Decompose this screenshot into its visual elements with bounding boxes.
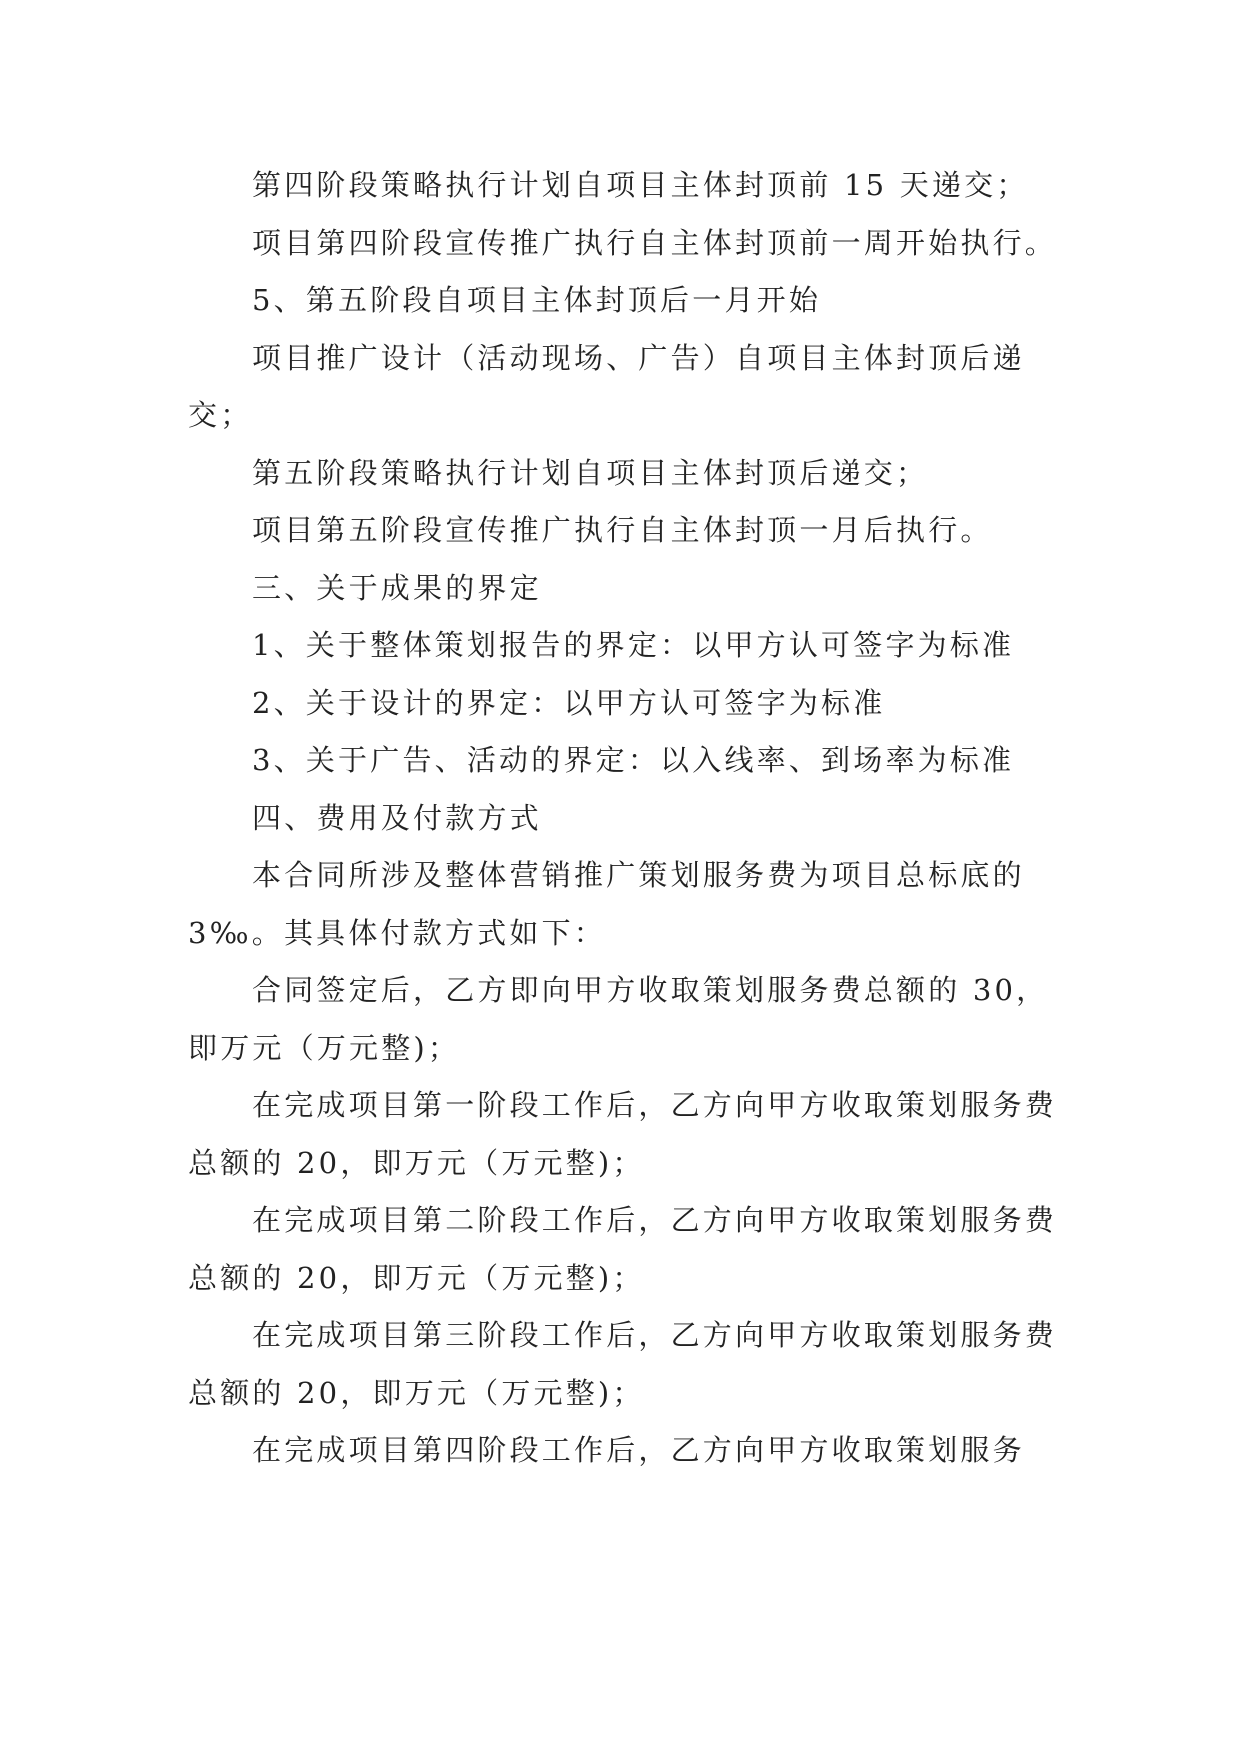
section-heading: 三、关于成果的界定 (252, 570, 542, 605)
paragraph: 第五阶段策略执行计划自项目主体封顶后递交； (252, 455, 929, 490)
document-body (188, 157, 1058, 1480)
section-heading: 四、费用及付款方式 (252, 800, 542, 835)
paragraph: 在完成项目第三阶段工作后，乙方向甲方收取策划服务费总额的 20，即万元（万元整)； (188, 1318, 1058, 1410)
paragraph: 项目推广设计（活动现场、广告）自项目主体封顶后递交； (188, 340, 1025, 432)
paragraph: 项目第五阶段宣传推广执行自主体封顶一月后执行。 (252, 513, 993, 547)
paragraph: 在完成项目第四阶段工作后，乙方向甲方收取策划服务 (252, 1433, 1025, 1467)
paragraph: 2、关于设计的界定：以甲方认可签字为标准 (252, 685, 886, 720)
paragraph: 3、关于广告、活动的界定：以入线率、到场率为标准 (252, 743, 1015, 777)
paragraph: 在完成项目第一阶段工作后，乙方向甲方收取策划服务费总额的 20，即万元（万元整)； (188, 1088, 1058, 1180)
paragraph: 在完成项目第二阶段工作后，乙方向甲方收取策划服务费总额的 20，即万元（万元整)； (188, 1203, 1058, 1295)
paragraph: 合同签定后，乙方即向甲方收取策划服务费总额的 30，即万元（万元整)； (188, 973, 1049, 1065)
paragraph: 1、关于整体策划报告的界定：以甲方认可签字为标准 (252, 628, 1015, 662)
paragraph: 本合同所涉及整体营销推广策划服务费为项目总标底的 3‰。其具体付款方式如下： (188, 858, 1025, 950)
paragraph: 5、第五阶段自项目主体封顶后一月开始 (252, 283, 822, 317)
paragraph: 第四阶段策略执行计划自项目主体封顶前 15 天递交； (252, 168, 1029, 202)
paragraph: 项目第四阶段宣传推广执行自主体封顶前一周开始执行。 (252, 225, 1058, 260)
